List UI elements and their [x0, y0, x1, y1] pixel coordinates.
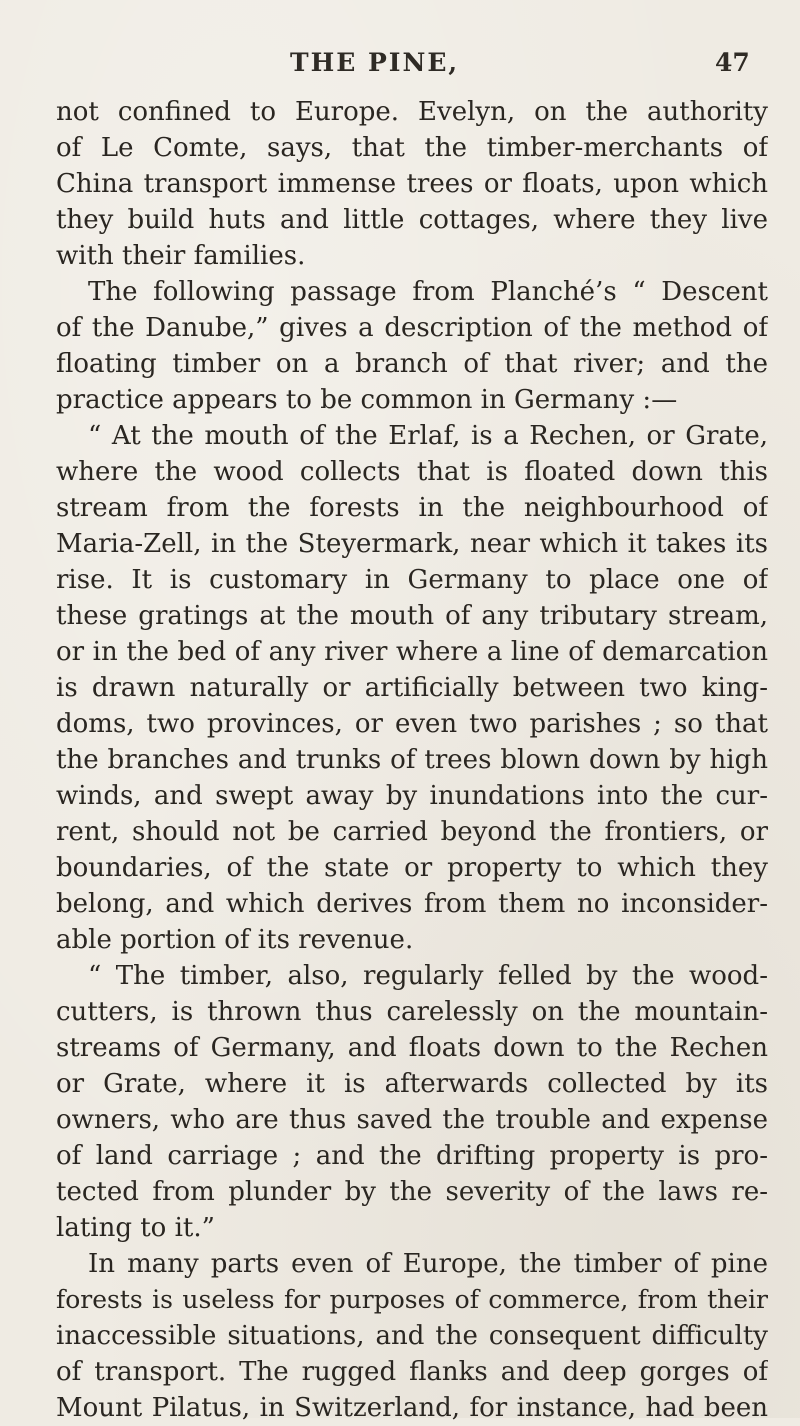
running-title: THE PINE, [290, 48, 460, 77]
text-line: not confined to Europe. Evelyn, on the authority [56, 97, 768, 127]
text-line: with their families. [56, 241, 306, 271]
text-line: they build huts and little cottages, where they live [56, 205, 768, 235]
text-line: boundaries, of the state or property to which they [56, 853, 768, 883]
text-line: owners, who are thus saved the trouble and expense [56, 1105, 768, 1135]
text-line: China transport immense trees or floats, upon which [56, 169, 768, 199]
text-line: rise. It is customary in Germany to place one of [56, 565, 768, 595]
text-line: stream from the forests in the neighbourhood of [56, 493, 768, 523]
text-line: “ At the mouth of the Erlaf, is a Rechen, or Grate, [88, 421, 768, 451]
text-line: or in the bed of any river where a line of demarcation [56, 637, 768, 667]
text-line: these gratings at the mouth of any tributary stream, [56, 601, 768, 631]
text-line: In many parts even of Europe, the timber of pine [88, 1249, 768, 1279]
text-line: able portion of its revenue. [56, 925, 414, 955]
text-line: lating to it.” [56, 1213, 215, 1243]
text-line: streams of Germany, and floats down to the Rechen [56, 1033, 768, 1063]
text-line: doms, two provinces, or even two parishes ; so that [56, 709, 768, 739]
text-line: or Grate, where it is afterwards collected by its [56, 1069, 768, 1099]
text-line: tected from plunder by the severity of the laws re- [56, 1177, 768, 1207]
running-head [0, 48, 800, 88]
text-line: forests is useless for purposes of commerce, from their [56, 1285, 768, 1314]
text-line: belong, and which derives from them no inconsider- [56, 889, 768, 919]
text-line: floating timber on a branch of that river; and the [56, 349, 768, 379]
text-line: the branches and trunks of trees blown down by high [56, 745, 768, 775]
text-line: cutters, is thrown thus carelessly on the mountain- [56, 997, 768, 1027]
page-number: 47 [715, 48, 750, 77]
text-line: winds, and swept away by inundations into the cur- [56, 781, 768, 811]
text-line: is drawn naturally or artificially between two king- [56, 673, 768, 703]
text-line: Mount Pilatus, in Switzerland, for instance, had been [56, 1393, 768, 1423]
text-line: inaccessible situations, and the consequent difficulty [56, 1321, 768, 1351]
text-line: Maria-Zell, in the Steyermark, near which it takes its [56, 529, 768, 559]
text-line: practice appears to be common in Germany :— [56, 385, 678, 415]
text-line: of Le Comte, says, that the timber-merchants of [56, 133, 768, 163]
text-line: of land carriage ; and the drifting property is pro- [56, 1141, 768, 1171]
text-line: of transport. The rugged flanks and deep gorges of [56, 1357, 768, 1387]
text-line: of the Danube,” gives a description of the method of [56, 313, 768, 343]
body-text [56, 94, 768, 1426]
text-line: “ The timber, also, regularly felled by the wood- [88, 961, 768, 991]
text-line: The following passage from Planché’s “ Descent [88, 277, 768, 307]
text-line: where the wood collects that is floated down this [56, 457, 768, 487]
text-line: rent, should not be carried beyond the frontiers, or [56, 817, 768, 847]
